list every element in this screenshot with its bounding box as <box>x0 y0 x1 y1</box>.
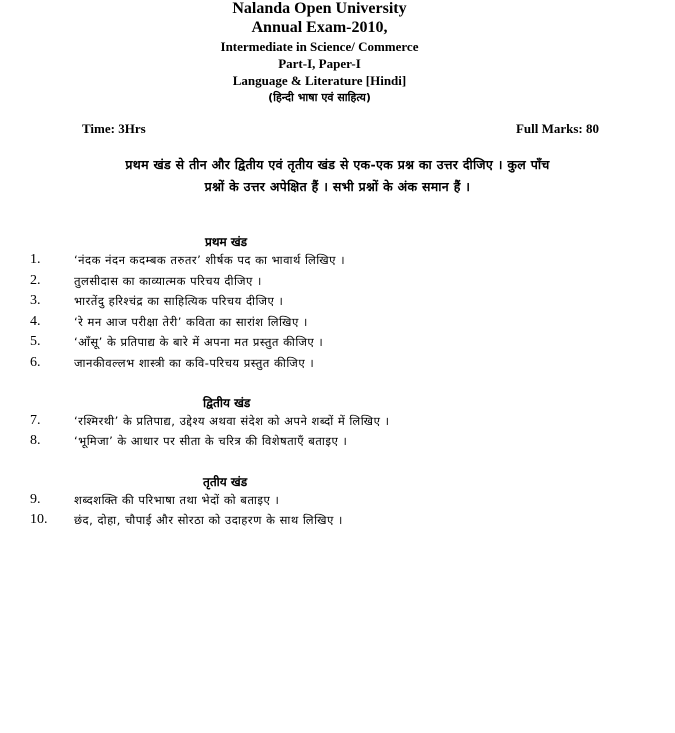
question-number: 6. <box>30 355 41 370</box>
question-item <box>30 411 389 431</box>
question-text: शब्दशक्ति की परिभाषा तथा भेदों को बताइए । <box>74 493 280 507</box>
question-number: 10. <box>30 512 48 527</box>
question-item <box>30 312 308 332</box>
question-text: ‘रश्मिरथी’ के प्रतिपाद्य, उद्देश्य अथवा संदेश को अपने शब्दों में लिखिए । <box>74 414 390 428</box>
question-text: ‘आँसू’ के प्रतिपाद्य के बारे में अपना मत प्रस्तुत कीजिए । <box>74 335 324 349</box>
question-item <box>30 250 345 270</box>
paper-part: Part-I, Paper-I <box>278 56 361 71</box>
question-item <box>30 431 347 451</box>
question-item <box>30 332 323 352</box>
course-name: Intermediate in Science/ Commerce <box>220 39 419 54</box>
question-text: तुलसीदास का काव्यात्मक परिचय दीजिए । <box>74 274 262 288</box>
question-item <box>30 510 343 530</box>
question-text: भारतेंदु हरिश्चंद्र का साहित्यिक परिचय दीजिए । <box>74 294 284 308</box>
section-title-1: प्रथम खंड <box>205 235 248 249</box>
question-item <box>30 490 279 510</box>
question-item <box>30 271 262 291</box>
question-text: ‘नंदक नंदन कदम्बक तरुतर’ शीर्षक पद का भावार्थ लिखिए । <box>74 253 346 267</box>
question-text: जानकीवल्लभ शास्त्री का कवि-परिचय प्रस्तुत कीजिए । <box>74 356 315 370</box>
university-name: Nalanda Open University <box>232 0 407 17</box>
section-title-3: तृतीय खंड <box>203 475 248 489</box>
subject-hindi: (हिन्दी भाषा एवं साहित्य) <box>268 91 371 104</box>
question-item <box>30 291 283 311</box>
question-text: ‘रे मन आज परीक्षा तेरी’ कविता का सारांश लिखिए । <box>74 315 308 329</box>
question-number: 5. <box>30 334 41 349</box>
full-marks: Full Marks: 80 <box>515 121 599 136</box>
question-item <box>30 353 314 373</box>
question-number: 8. <box>30 433 41 448</box>
subject-name: Language & Literature [Hindi] <box>232 73 407 88</box>
question-number: 9. <box>30 492 41 507</box>
exam-time: Time: 3Hrs <box>82 121 146 136</box>
question-number: 4. <box>30 314 41 329</box>
question-number: 1. <box>30 252 41 267</box>
instructions-line-2: प्रश्नों के उत्तर अपेक्षित हैं । सभी प्रश्नों के अंक समान हैं । <box>204 179 471 194</box>
section-title-2: द्वितीय खंड <box>203 396 251 410</box>
question-number: 3. <box>30 293 41 308</box>
question-number: 2. <box>30 273 41 288</box>
question-number: 7. <box>30 413 41 428</box>
question-text: ‘भूमिजा’ के आधार पर सीता के चरित्र की विशेषताएँ बताइए । <box>74 434 348 448</box>
instructions-line-1: प्रथम खंड से तीन और द्वितीय एवं तृतीय खंड से एक-एक प्रश्न का उत्तर दीजिए । कुल पाँच <box>125 157 550 172</box>
question-text: छंद, दोहा, चौपाई और सोरठा को उदाहरण के साथ लिखिए । <box>74 513 343 527</box>
exam-title: Annual Exam-2010, <box>251 19 388 36</box>
instructions <box>20 154 655 198</box>
